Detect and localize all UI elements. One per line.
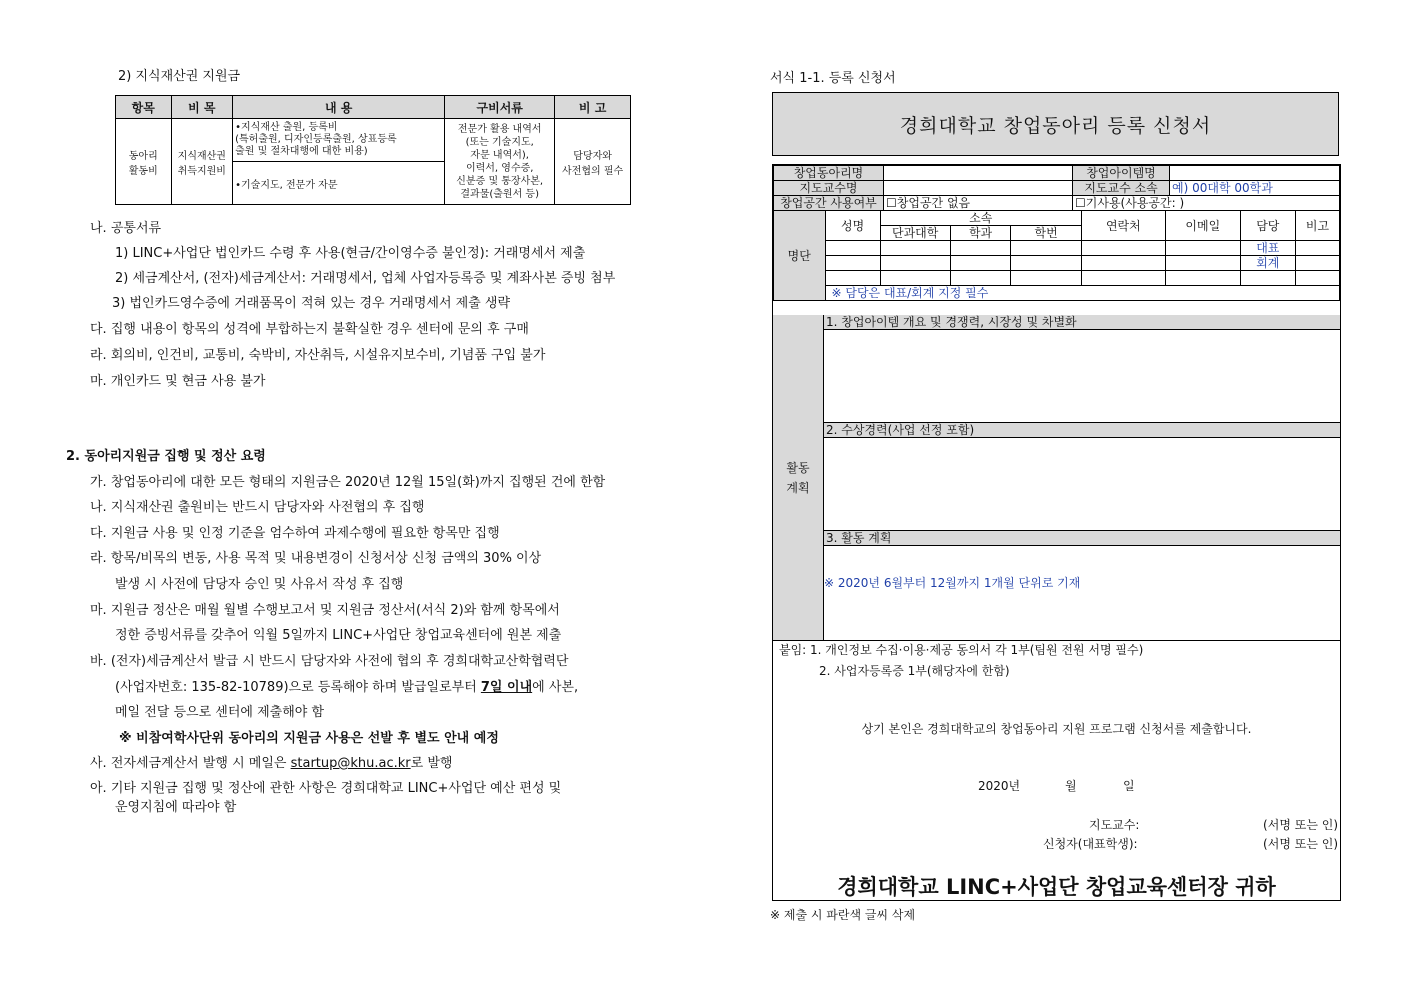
common-docs-label: 나. 공통서류 <box>90 221 162 236</box>
roster-cell[interactable] <box>880 271 950 286</box>
s2-na: 나. 지식재산권 출원비는 반드시 담당자와 사전협의 후 집행 <box>90 500 425 515</box>
section-1-head: 1. 창업아이템 개요 및 경쟁력, 시장성 및 차별화 <box>824 315 1340 330</box>
common-docs-item-1: 1) LINC+사업단 법인카드 수령 후 사용(현금/간이영수증 불인정): 거래명세서 제출 <box>115 246 586 261</box>
attach-1: 붙임: 1. 개인정보 수집·이용·제공 동의서 각 1부(팀원 전원 서명 필수) <box>779 643 1144 657</box>
club-name-label: 창업동아리명 <box>774 166 884 181</box>
col-role: 담당 <box>1240 211 1295 241</box>
s2-ba-1: 바. (전자)세금계산서 발급 시 반드시 담당자와 사전에 협의 후 경희대학교산학협력단 <box>90 654 569 669</box>
th-docs: 구비서류 <box>445 96 555 119</box>
s2-sa-pre: 사. 전자세금계산서 발행 시 메일은 <box>90 756 291 771</box>
section-3-body[interactable] <box>824 546 1340 638</box>
col-contact: 연락처 <box>1081 211 1165 241</box>
section-1-body[interactable] <box>824 330 1340 422</box>
role-rep: 대표 <box>1240 241 1295 256</box>
col-affil: 소속 <box>880 211 1081 226</box>
s2-ba-note: ※ 비참여학사단위 동아리의 지원금 사용은 선발 후 별도 안내 예정 <box>119 731 499 746</box>
s2-ma-2: 정한 증빙서류를 갖추어 익월 5일까지 LINC+사업단 창업교육센터에 원본 제출 <box>115 628 562 643</box>
roster-cell[interactable] <box>1081 241 1165 256</box>
info-table <box>773 165 1340 211</box>
col-dept: 학과 <box>950 226 1011 241</box>
sign-applicant-label: 신청자(대표학생): <box>1043 837 1138 851</box>
roster-cell[interactable] <box>1165 256 1240 271</box>
col-email: 이메일 <box>1165 211 1240 241</box>
advisor-dept-input[interactable]: 예) 00대학 00학과 <box>1170 181 1340 196</box>
activity-label: 활동 계획 <box>773 315 824 641</box>
s2-ba-2-pre: (사업자번호: 135-82-10789)으로 등록해야 하며 발급일로부터 <box>115 680 481 695</box>
sign-advisor-label: 지도교수: <box>1089 818 1140 832</box>
space-option-none[interactable]: ☐창업공간 없음 <box>884 196 1073 211</box>
th-content: 내 용 <box>233 96 445 119</box>
roster-cell[interactable] <box>1165 241 1240 256</box>
sign-advisor-mark[interactable]: (서명 또는 인) <box>1263 818 1338 832</box>
space-label: 창업공간 사용여부 <box>774 196 884 211</box>
roster-cell[interactable] <box>1081 271 1165 286</box>
th-item: 항목 <box>116 96 172 119</box>
ip-support-table <box>115 95 631 205</box>
item-name-input[interactable] <box>1170 166 1340 181</box>
s2-ba-2-bold: 7일 이내 <box>480 680 533 695</box>
roster-table <box>773 210 1340 301</box>
s2-sa-post: 로 발행 <box>410 756 453 771</box>
section-3-head: 3. 활동 계획 <box>824 530 1340 546</box>
th-category: 비 목 <box>171 96 233 119</box>
section2-title: 2. 동아리지원금 집행 및 정산 요령 <box>66 449 266 464</box>
roster-row <box>774 256 1340 271</box>
s2-da: 다. 지원금 사용 및 인정 기준을 엄수하여 과제수행에 필요한 항목만 집행 <box>90 526 500 541</box>
roster-cell[interactable] <box>1295 241 1339 256</box>
s2-ba-3: 메일 전달 등으로 센터에 제출해야 함 <box>115 705 325 720</box>
section-2-head: 2. 수상경력(사업 선정 포함) <box>824 422 1340 438</box>
roster-cell[interactable] <box>825 271 880 286</box>
s2-ba-2 <box>115 676 578 695</box>
roster-cell[interactable] <box>1011 271 1081 286</box>
roster-label: 명단 <box>774 211 826 301</box>
cell-docs: 전문가 활용 내역서 (또는 기술지도, 자문 내역서), 이력서, 영수증, 신분증 및 통장사본, 결과물(출원서 등) <box>445 119 555 205</box>
roster-cell[interactable] <box>1165 271 1240 286</box>
ip-section-title: 2) 지식재산권 지원금 <box>118 69 241 84</box>
s2-ma-1: 마. 지원금 정산은 매월 월별 수행보고서 및 지원금 정산서(서식 2)와 함께 항목에서 <box>90 603 560 618</box>
roster-cell[interactable] <box>1240 271 1295 286</box>
section-3-note: ※ 2020년 6월부터 12월까지 1개월 단위로 기재 <box>824 576 1081 590</box>
s2-ba-2-post: 에 사본, <box>532 680 579 695</box>
roster-cell[interactable] <box>1011 241 1081 256</box>
s2-ga: 가. 창업동아리에 대한 모든 형태의 지원금은 2020년 12월 15일(화)까지 집행된 건에 한함 <box>90 475 606 490</box>
roster-cell[interactable] <box>1011 256 1081 271</box>
roster-row <box>774 241 1340 256</box>
attach-2: 2. 사업자등록증 1부(해당자에 한함) <box>819 664 1010 678</box>
roster-cell[interactable] <box>1081 256 1165 271</box>
date-month: 월 <box>1065 779 1077 793</box>
cell-category: 지식재산권 취득지원비 <box>171 119 233 205</box>
roster-cell[interactable] <box>950 271 1011 286</box>
cell-content-2: •기술지도, 전문가 자문 <box>233 162 445 205</box>
col-note: 비고 <box>1295 211 1339 241</box>
rule-ra: 라. 회의비, 인건비, 교통비, 숙박비, 자산취득, 시설유지보수비, 기념품 구입 불가 <box>90 348 546 363</box>
space-option-used[interactable]: ☐기사용(사용공간: ) <box>1073 196 1340 211</box>
form-label: 서식 1-1. 등록 신청서 <box>770 71 896 86</box>
roster-cell[interactable] <box>1295 271 1339 286</box>
addressee: 경희대학교 LINC+사업단 창업교육센터장 귀하 <box>837 875 1276 899</box>
application-form <box>772 164 1341 901</box>
cell-note: 담당자와 사전협의 필수 <box>555 119 631 205</box>
item-name-label: 창업아이템명 <box>1073 166 1170 181</box>
advisor-label: 지도교수명 <box>774 181 884 196</box>
roster-cell[interactable] <box>950 256 1011 271</box>
cell-item: 동아리 활동비 <box>116 119 172 205</box>
role-acct: 회계 <box>1240 256 1295 271</box>
form-title: 경희대학교 창업동아리 등록 신청서 <box>772 92 1339 156</box>
th-note: 비 고 <box>555 96 631 119</box>
col-college: 단과대학 <box>880 226 950 241</box>
common-docs-item-2: 2) 세금계산서, (전자)세금계산서: 거래명세서, 업체 사업자등록증 및 계좌사본 증빙 첨부 <box>115 271 616 286</box>
club-name-input[interactable] <box>884 166 1073 181</box>
s2-a-2: 운영지침에 따라야 함 <box>115 800 237 815</box>
roster-cell[interactable] <box>825 241 880 256</box>
col-studentno: 학번 <box>1011 226 1081 241</box>
advisor-dept-label: 지도교수 소속 <box>1073 181 1170 196</box>
roster-cell[interactable] <box>880 241 950 256</box>
s2-ra-2: 발생 시 사전에 담당자 승인 및 사유서 작성 후 집행 <box>115 577 404 592</box>
roster-cell[interactable] <box>950 241 1011 256</box>
s2-a-1: 아. 기타 지원금 집행 및 정산에 관한 사항은 경희대학교 LINC+사업단 예산 편성 및 <box>90 781 562 796</box>
roster-cell[interactable] <box>1295 256 1339 271</box>
common-docs-item-3: 3) 법인카드영수증에 거래품목이 적혀 있는 경우 거래명세서 제출 생략 <box>112 296 511 311</box>
s2-sa <box>90 752 452 771</box>
date-year: 2020년 <box>978 779 1021 793</box>
email-link[interactable]: startup@khu.ac.kr <box>290 756 411 771</box>
roster-cell[interactable] <box>880 256 950 271</box>
s2-ra-1: 라. 항목/비목의 변동, 사용 목적 및 내용변경이 신청서상 신청 금액의 30% 이상 <box>90 551 542 566</box>
footnote: ※ 제출 시 파란색 글씨 삭제 <box>770 908 916 922</box>
cell-content-1: •지식재산 출원, 등록비 (특허출원, 디자인등록출원, 상표등록 출원 및 절차대행에 대한 비용) <box>233 119 445 162</box>
declaration: 상기 본인은 경희대학교의 창업동아리 지원 프로그램 신청서를 제출합니다. <box>861 722 1252 736</box>
rule-ma: 마. 개인카드 및 현금 사용 불가 <box>90 374 266 389</box>
rule-da: 다. 집행 내용이 항목의 성격에 부합하는지 불확실한 경우 센터에 문의 후 구매 <box>90 322 529 337</box>
roster-cell[interactable] <box>825 256 880 271</box>
date-day: 일 <box>1123 779 1135 793</box>
roster-note: ※ 담당은 대표/회계 지정 필수 <box>825 286 1340 301</box>
section-2-body[interactable] <box>824 438 1340 530</box>
advisor-input[interactable] <box>884 181 1073 196</box>
roster-row <box>774 271 1340 286</box>
sign-applicant-mark[interactable]: (서명 또는 인) <box>1263 837 1338 851</box>
col-name: 성명 <box>825 211 880 241</box>
activity-sections <box>824 315 1340 638</box>
